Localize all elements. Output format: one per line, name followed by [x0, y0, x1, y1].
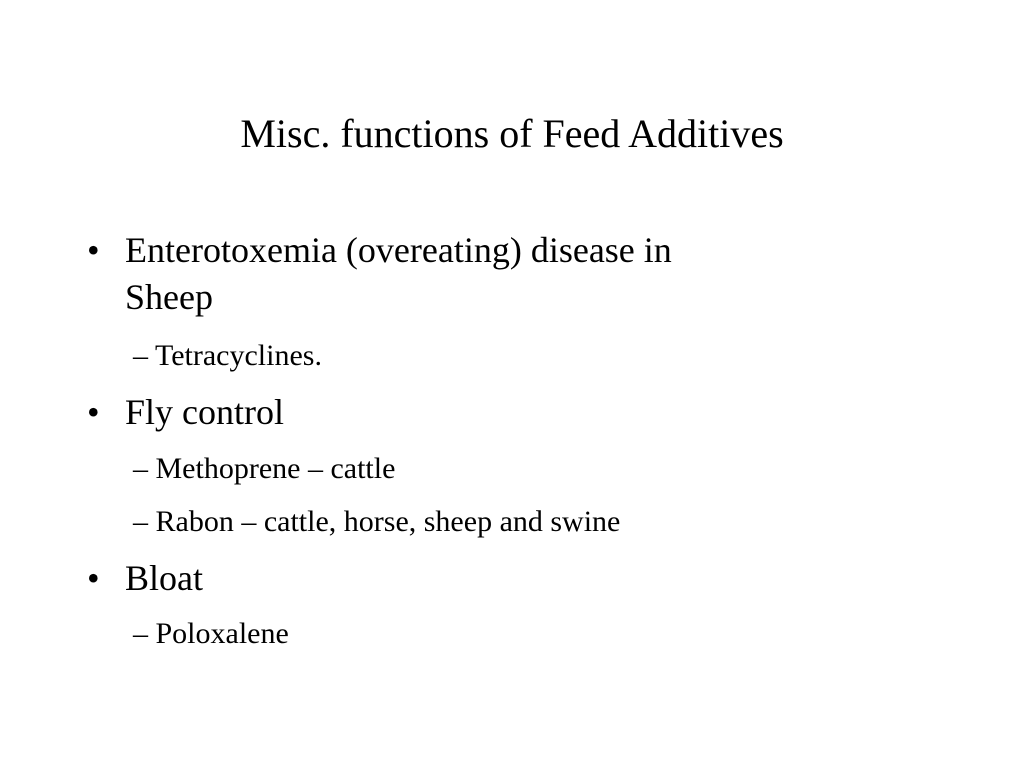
bullet-marker: • [87, 230, 100, 270]
sub-marker: – [133, 617, 148, 650]
bullet-marker: • [87, 392, 100, 432]
bullet-item-bloat [0, 555, 1024, 602]
sub-item-text: Tetracyclines. [154, 339, 322, 372]
sub-item-poloxalene [133, 614, 289, 654]
sub-item-text: Poloxalene [155, 617, 289, 650]
bullet-marker: • [87, 558, 100, 598]
bullet-text-line: Fly control [125, 392, 284, 432]
sub-marker: – [133, 452, 148, 485]
sub-marker: – [133, 339, 148, 372]
sub-item-rabon [133, 502, 620, 542]
bullet-item-enterotoxemia [0, 227, 1024, 321]
slide-title: Misc. functions of Feed Additives [240, 111, 784, 156]
bullet-text-line: Enterotoxemia (overeating) disease in [125, 230, 672, 270]
bullet-text-line: Bloat [125, 558, 203, 598]
sub-item-tetracyclines [133, 336, 322, 376]
sub-marker: – [133, 505, 148, 538]
bullet-item-fly-control [0, 389, 1024, 436]
bullet-text-line: Sheep [125, 277, 213, 317]
sub-item-text: Methoprene – cattle [155, 452, 396, 485]
sub-item-methoprene [133, 449, 395, 489]
sub-item-text: Rabon – cattle, horse, sheep and swine [155, 505, 621, 538]
